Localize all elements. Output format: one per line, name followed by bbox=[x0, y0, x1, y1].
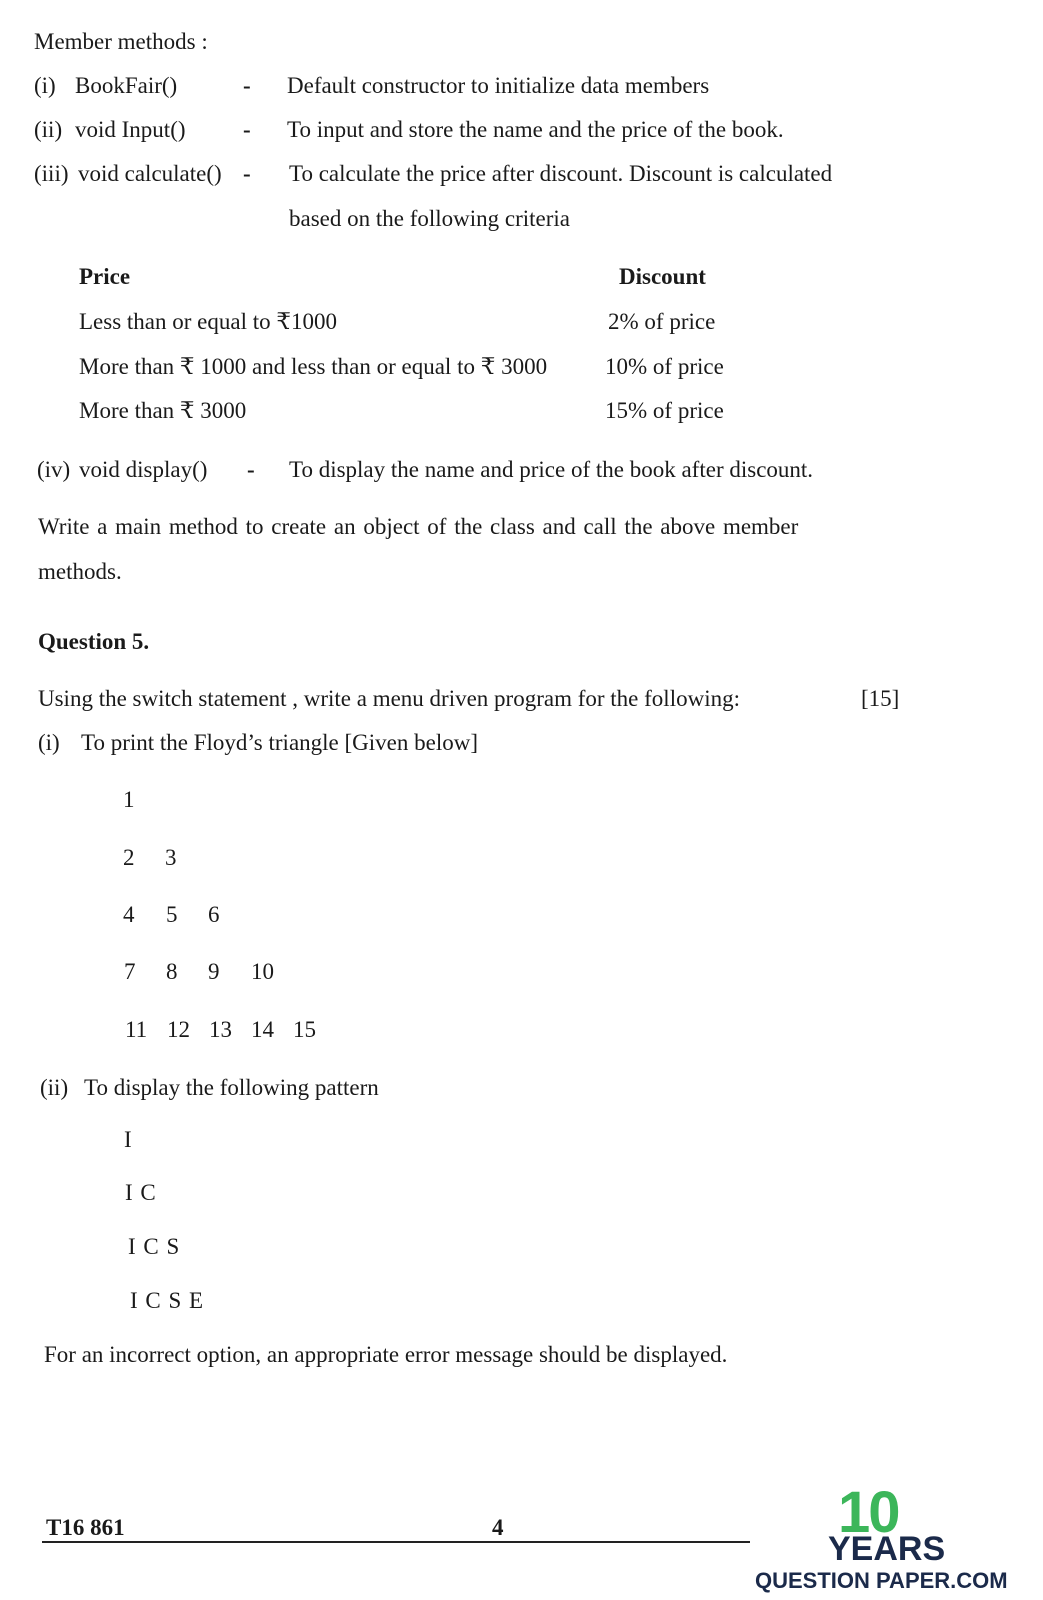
pattern-row: I bbox=[124, 1127, 134, 1152]
floyd-number: 3 bbox=[165, 845, 177, 870]
paper-code: T16 861 bbox=[46, 1515, 125, 1540]
table-row-3-discount: 15% of price bbox=[605, 398, 724, 423]
main-method-line-1: Write a main method to create an object of the class and call the above member bbox=[38, 514, 799, 539]
method-iv-name: void display() bbox=[79, 457, 208, 482]
method-iii-dash: - bbox=[243, 161, 251, 186]
method-i-dash: - bbox=[243, 73, 251, 98]
logo-site-name: QUESTION PAPER.COM bbox=[755, 1568, 1008, 1593]
table-row-1-discount: 2% of price bbox=[608, 309, 716, 334]
method-ii-dash: - bbox=[243, 117, 251, 142]
floyd-number: 12 bbox=[167, 1017, 190, 1042]
floyd-number: 7 bbox=[124, 959, 136, 984]
method-iii-description-cont: based on the following criteria bbox=[289, 206, 571, 231]
question-5-title: Question 5. bbox=[38, 629, 150, 654]
floyd-number: 8 bbox=[166, 959, 178, 984]
method-i-description: Default constructor to initialize data members bbox=[287, 73, 710, 98]
table-row-3-price: More than ₹ 3000 bbox=[79, 398, 247, 423]
table-row-1-price: Less than or equal to ₹1000 bbox=[79, 309, 337, 334]
logo-years: YEARS bbox=[828, 1530, 946, 1568]
footer-rule bbox=[42, 1541, 750, 1543]
table-header-price: Price bbox=[79, 264, 131, 289]
floyd-number: 5 bbox=[166, 902, 178, 927]
table-row-2-price: More than ₹ 1000 and less than or equal to ₹ 3000 bbox=[79, 354, 548, 379]
floyd-number: 6 bbox=[208, 902, 220, 927]
error-message-note: For an incorrect option, an appropriate error message should be displayed. bbox=[44, 1342, 728, 1367]
pattern-row: I C S E bbox=[130, 1288, 205, 1313]
method-iii-description: To calculate the price after discount. Discount is calculated bbox=[289, 161, 833, 186]
part-ii-number: (ii) bbox=[40, 1075, 69, 1100]
method-i-number: (i) bbox=[34, 73, 56, 98]
part-i-text: To print the Floyd’s triangle [Given below] bbox=[81, 730, 478, 755]
method-ii-number: (ii) bbox=[34, 117, 63, 142]
table-row-2-discount: 10% of price bbox=[605, 354, 724, 379]
question-5-intro: Using the switch statement , write a menu driven program for the following: bbox=[38, 686, 740, 711]
method-iv-number: (iv) bbox=[37, 457, 71, 482]
method-iii-name: void calculate() bbox=[78, 161, 222, 186]
method-i-name: BookFair() bbox=[75, 73, 178, 98]
floyd-number: 15 bbox=[293, 1017, 316, 1042]
part-ii-text: To display the following pattern bbox=[84, 1075, 379, 1100]
method-ii-description: To input and store the name and the price of the book. bbox=[287, 117, 784, 142]
floyd-number: 11 bbox=[125, 1017, 148, 1042]
pattern-row: I C S bbox=[128, 1234, 181, 1259]
table-header-discount: Discount bbox=[619, 264, 706, 289]
floyd-number: 13 bbox=[209, 1017, 232, 1042]
floyd-number: 4 bbox=[123, 902, 135, 927]
method-ii-name: void Input() bbox=[75, 117, 186, 142]
question-5-marks: [15] bbox=[861, 686, 900, 711]
floyd-number: 1 bbox=[123, 787, 135, 812]
member-methods-heading: Member methods : bbox=[34, 29, 208, 54]
floyd-number: 2 bbox=[123, 845, 135, 870]
floyd-number: 9 bbox=[208, 959, 220, 984]
floyd-number: 14 bbox=[251, 1017, 274, 1042]
method-iv-dash: - bbox=[247, 457, 255, 482]
method-iv-description: To display the name and price of the book after discount. bbox=[289, 457, 814, 482]
pattern-row: I C bbox=[125, 1180, 157, 1205]
logo-ten: 10 bbox=[838, 1480, 899, 1545]
page-number: 4 bbox=[492, 1515, 504, 1540]
main-method-line-2: methods. bbox=[38, 559, 122, 584]
floyd-number: 10 bbox=[251, 959, 274, 984]
part-i-number: (i) bbox=[38, 730, 60, 755]
method-iii-number: (iii) bbox=[34, 161, 69, 186]
